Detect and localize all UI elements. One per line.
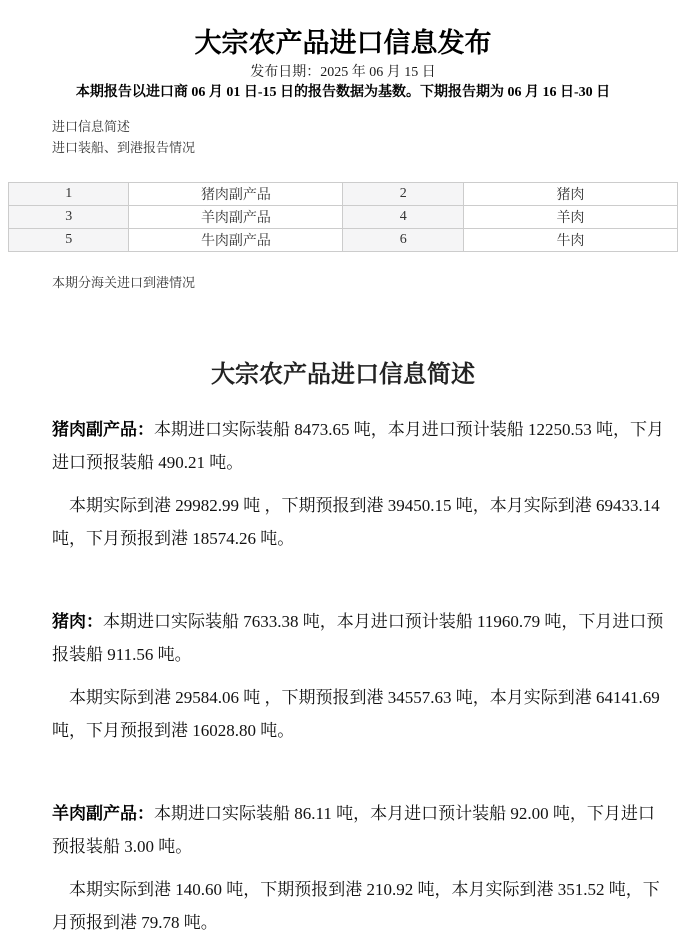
arrival-paragraph: 本期实际到港 29584.06 吨 ，下期预报到港 34557.63 吨，本月实际到港 64141.69 吨，下月预报到港 16028.80 吨。 [52, 688, 660, 740]
product-label: 羊肉副产品： [52, 804, 154, 823]
arrival-paragraph: 本期实际到港 29982.99 吨 ，下期预报到港 39450.15 吨，本月实际到港 69433.14 吨，下月预报到港 18574.26 吨。 [52, 496, 660, 548]
section-pork-byproducts [8, 413, 678, 555]
page-title: 大宗农产品进口信息发布 [194, 28, 492, 58]
summary-section-title: 大宗农产品进口信息简述 [211, 362, 475, 388]
product-label: 猪肉： [52, 612, 103, 631]
meta-line-import-summary: 进口信息简述 [52, 119, 131, 134]
arrival-paragraph: 本期实际到港 140.60 吨，下期预报到港 210.92 吨，本月实际到港 351.52 吨，下月预报到港 79.78 吨。 [52, 880, 660, 932]
shipping-text: 本期进口实际装船 8473.65 吨，本月进口预计装船 12250.53 吨，下月进口预报装船 490.21 吨。 [52, 420, 664, 472]
table-row [9, 183, 678, 206]
meta-block [52, 116, 678, 158]
section-pork [8, 605, 678, 747]
table-cell-product: 猪肉副产品 [129, 183, 343, 206]
table-cell-index: 2 [343, 183, 463, 206]
table-row [9, 229, 678, 252]
table-cell-index: 6 [343, 229, 463, 252]
table-row [9, 206, 678, 229]
table-cell-index: 5 [9, 229, 129, 252]
publish-date-line: 发布日期：2025 年 06 月 15 日 [250, 65, 436, 80]
meta-line-shipping-arrival-report: 进口装船、到港报告情况 [52, 140, 196, 155]
table-cell-product: 猪肉 [463, 183, 677, 206]
customs-arrival-line: 本期分海关进口到港情况 [52, 275, 196, 290]
report-period-notice: 本期报告以进口商 06 月 01 日-15 日的报告数据为基数。下期报告期为 06 月 16 日-30 日 [75, 85, 611, 100]
shipping-paragraph [52, 797, 664, 863]
table-cell-product: 牛肉副产品 [129, 229, 343, 252]
table-cell-product: 羊肉副产品 [129, 206, 343, 229]
shipping-text: 本期进口实际装船 86.11 吨，本月进口预计装船 92.00 吨，下月进口预报装船 3.00 吨。 [52, 804, 655, 856]
shipping-paragraph [52, 605, 664, 671]
product-index-table [8, 182, 678, 252]
table-cell-index: 1 [9, 183, 129, 206]
shipping-paragraph [52, 413, 664, 479]
shipping-text: 本期进口实际装船 7633.38 吨，本月进口预计装船 11960.79 吨，下月进口预报装船 911.56 吨。 [52, 612, 664, 664]
table-cell-index: 3 [9, 206, 129, 229]
product-label: 猪肉副产品： [52, 420, 154, 439]
table-cell-product: 羊肉 [463, 206, 677, 229]
section-mutton-byproducts [8, 797, 678, 939]
table-cell-index: 4 [343, 206, 463, 229]
table-cell-product: 牛肉 [463, 229, 677, 252]
